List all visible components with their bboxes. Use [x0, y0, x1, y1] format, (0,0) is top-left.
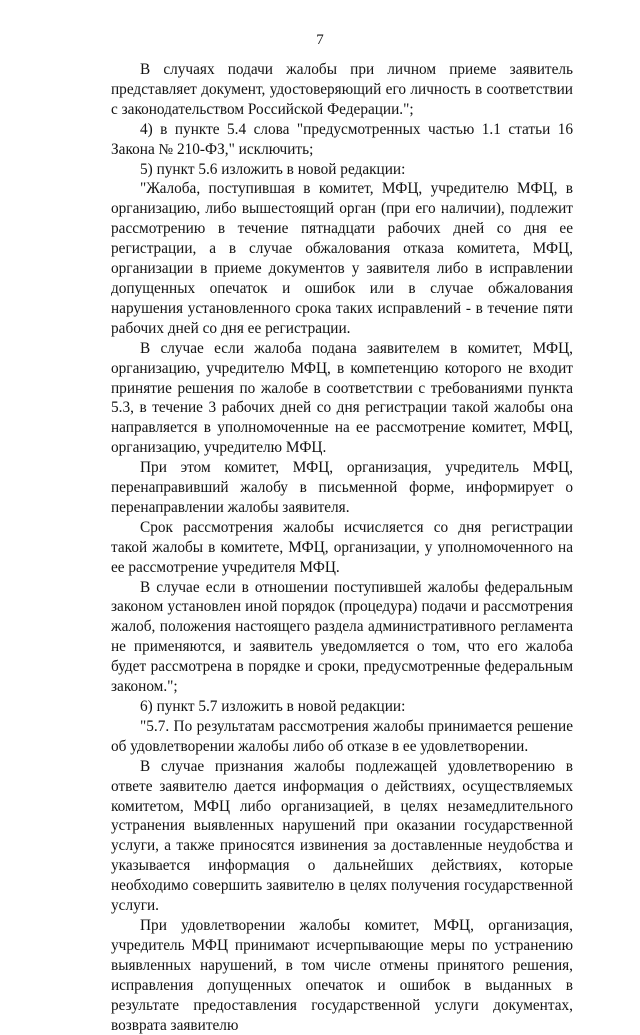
paragraph-11: В случае признания жалобы подлежащей удовлетворению в ответе заявителю дается информация о действиях, осуществляемых комитетом, МФЦ либо организацией, в целях незамедлительного устранения выявленных нарушений при оказании государственной услуги, а также приносятся извинения за доставленные неудобства и указывается информация о дальнейших действиях, которые необходимо совершить заявителю в целях получения государственной услуги.	[111, 757, 573, 915]
paragraph-6: При этом комитет, МФЦ, организация, учредитель МФЦ, перенаправивший жалобу в письменной форме, информирует о перенаправлении жалобы заявителя.	[111, 459, 573, 516]
paragraph-1: В случаях подачи жалобы при личном приеме заявитель представляет документ, удостоверяющий его личность в соответствии с законодательством Российской Федерации.";	[111, 61, 573, 118]
paragraph-12: При удовлетворении жалобы комитет, МФЦ, организация, учредитель МФЦ принимают исчерпывающие меры по устранению выявленных нарушений, в том числе отмены принятого решения, исправления допущенных опечаток и ошибок в выданных в результате предоставления государственной услуги документах, возврата заявителю	[111, 916, 573, 1034]
paragraph-8: В случае если в отношении поступившей жалобы федеральным законом установлен иной порядок (процедура) подачи и рассмотрения жалоб, положения настоящего раздела административного регламента не применяются, и заявитель уведомляется о том, что его жалоба будет рассмотрена в порядке и сроки, предусмотренные федеральным законом.";	[111, 578, 573, 696]
paragraph-9: 6) пункт 5.7 изложить в новой редакции:	[140, 698, 406, 715]
paragraph-2: 4) в пункте 5.4 слова "предусмотренных частью 1.1 статьи 16 Закона № 210-ФЗ," исключить;	[111, 120, 573, 158]
document-body	[111, 60, 573, 1035]
paragraph-3: 5) пункт 5.6 изложить в новой редакции:	[140, 160, 406, 178]
paragraph-4: "Жалоба, поступившая в комитет, МФЦ, учредителю МФЦ, в организацию, либо вышестоящий орган (при его наличии), подлежит рассмотрению в течение пятнадцати рабочих дней со дня ее регистрации, а в случае обжалования отказа комитета, МФЦ, организации в приеме документов у заявителя либо в исправлении допущенных опечаток и ошибок или в случае обжалования нарушения установленного срока таких исправлений - в течение пяти рабочих дней со дня ее регистрации.	[111, 180, 573, 337]
paragraph-7: Срок рассмотрения жалобы исчисляется со дня регистрации такой жалобы в комитете, МФЦ, организации, у уполномоченного на ее рассмотрение учредителя МФЦ.	[111, 518, 573, 576]
paragraph-10: "5.7. По результатам рассмотрения жалобы принимается решение об удовлетворении жалобы либо об отказе в ее удовлетворении.	[111, 717, 573, 755]
paragraph-5: В случае если жалоба подана заявителем в комитет, МФЦ, организацию, учредителю МФЦ, в компетенцию которого не входит принятие решения по жалобе в соответствии с требованиями пункта 5.3, в течение 3 рабочих дней со дня регистрации такой жалобы она направляется в уполномоченные на ее рассмотрение комитет, МФЦ, организацию, учредителю МФЦ.	[111, 339, 573, 457]
page-number: 7	[316, 32, 324, 48]
